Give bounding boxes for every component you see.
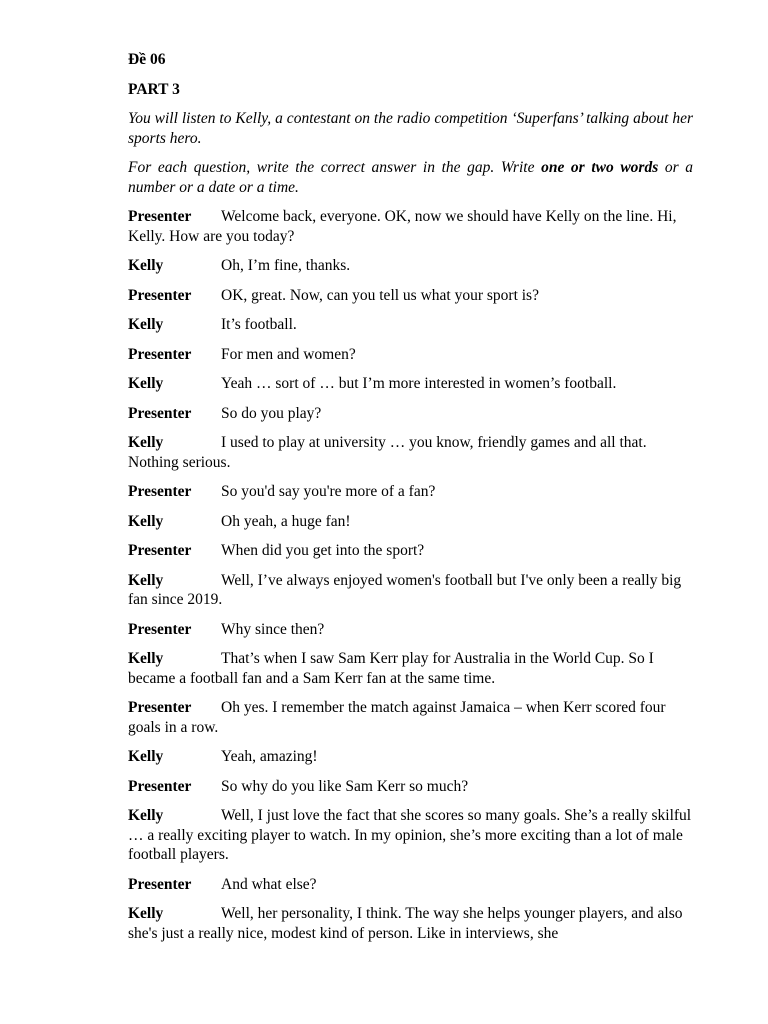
speech-text: Oh yeah, a huge fan! (221, 512, 351, 530)
speech-text: Well, I just love the fact that she scores so many goals. She’s a really skilful … a really exciting player to watch. In my opinion, she’s more exciting than a lot of male football players. (128, 807, 692, 863)
speaker-name: Presenter (128, 699, 192, 716)
instruction-task-post: or a number or a date or a time. (128, 159, 693, 196)
speaker-name: Kelly (128, 748, 164, 765)
dialogue-line (128, 806, 693, 865)
dialogue-line (128, 345, 693, 365)
speaker-name: Presenter (128, 777, 192, 795)
dialogue-line (128, 482, 693, 502)
exam-title: Đề 06 (128, 51, 166, 68)
speaker-name: Kelly (128, 316, 164, 333)
dialogue-line (128, 207, 693, 246)
dialogue-transcript (128, 207, 693, 943)
speaker-name: Presenter (128, 345, 192, 363)
dialogue-line (128, 512, 693, 532)
dialogue-line (128, 777, 693, 797)
speaker-name: Presenter (128, 208, 192, 225)
dialogue-line (128, 315, 693, 335)
speaker-name: Presenter (128, 483, 192, 500)
part-heading: PART 3 (128, 80, 180, 98)
speaker-name: Kelly (128, 257, 164, 274)
dialogue-line (128, 541, 693, 561)
speech-text: It’s football. (221, 316, 297, 333)
document-page (128, 50, 693, 953)
speech-text: So do you play? (221, 404, 322, 422)
speech-text: Well, her personality, I think. The way she helps younger players, and also she's just a really nice, modest kind of person. Like in interviews, she (128, 905, 683, 942)
speech-text: And what else? (221, 875, 317, 893)
speech-text: Well, I’ve always enjoyed women's football but I've only been a really big fan since 2019. (128, 571, 682, 608)
speaker-name: Kelly (128, 905, 164, 922)
speech-text: For men and women? (221, 345, 356, 363)
dialogue-line (128, 286, 693, 306)
dialogue-line (128, 404, 693, 424)
speech-text: Oh yes. I remember the match against Jamaica – when Kerr scored four goals in a row. (128, 699, 666, 736)
speech-text: OK, great. Now, can you tell us what your sport is? (221, 286, 539, 304)
speech-text: Yeah, amazing! (221, 748, 318, 765)
speaker-name: Kelly (128, 571, 164, 589)
speech-text: When did you get into the sport? (221, 542, 425, 559)
speaker-name: Presenter (128, 404, 192, 422)
dialogue-line (128, 649, 693, 688)
speaker-name: Presenter (128, 542, 192, 559)
dialogue-line (128, 571, 693, 610)
speaker-name: Presenter (128, 620, 192, 638)
dialogue-line (128, 698, 693, 737)
speaker-name: Presenter (128, 286, 192, 304)
speech-text: I used to play at university … you know, friendly games and all that. Nothing serious. (128, 434, 647, 471)
speaker-name: Kelly (128, 375, 164, 392)
speaker-name: Kelly (128, 512, 164, 530)
speaker-name: Kelly (128, 807, 164, 824)
speaker-name: Kelly (128, 650, 164, 667)
instruction-task (128, 158, 693, 197)
instruction-intro: You will listen to Kelly, a contestant on the radio competition ‘Superfans’ talking about her sports hero. (128, 110, 693, 147)
speech-text: So you'd say you're more of a fan? (221, 483, 436, 500)
speaker-name: Presenter (128, 875, 192, 893)
dialogue-line (128, 875, 693, 895)
speech-text: Oh, I’m fine, thanks. (221, 257, 351, 274)
dialogue-line (128, 433, 693, 472)
dialogue-line (128, 620, 693, 640)
dialogue-line (128, 747, 693, 767)
dialogue-line (128, 904, 693, 943)
speech-text: So why do you like Sam Kerr so much? (221, 777, 469, 795)
speech-text: Yeah … sort of … but I’m more interested in women’s football. (221, 375, 617, 392)
instruction-task-pre: For each question, write the correct answer in the gap. Write (128, 159, 542, 176)
speech-text: That’s when I saw Sam Kerr play for Australia in the World Cup. So I became a football fan and a Sam Kerr fan at the same time. (128, 650, 654, 687)
speech-text: Welcome back, everyone. OK, now we should have Kelly on the line. Hi, Kelly. How are you today? (128, 208, 677, 245)
dialogue-line (128, 256, 693, 276)
instruction-task-emphasis: one or two words (541, 159, 659, 176)
speaker-name: Kelly (128, 434, 164, 451)
speech-text: Why since then? (221, 620, 325, 638)
dialogue-line (128, 374, 693, 394)
